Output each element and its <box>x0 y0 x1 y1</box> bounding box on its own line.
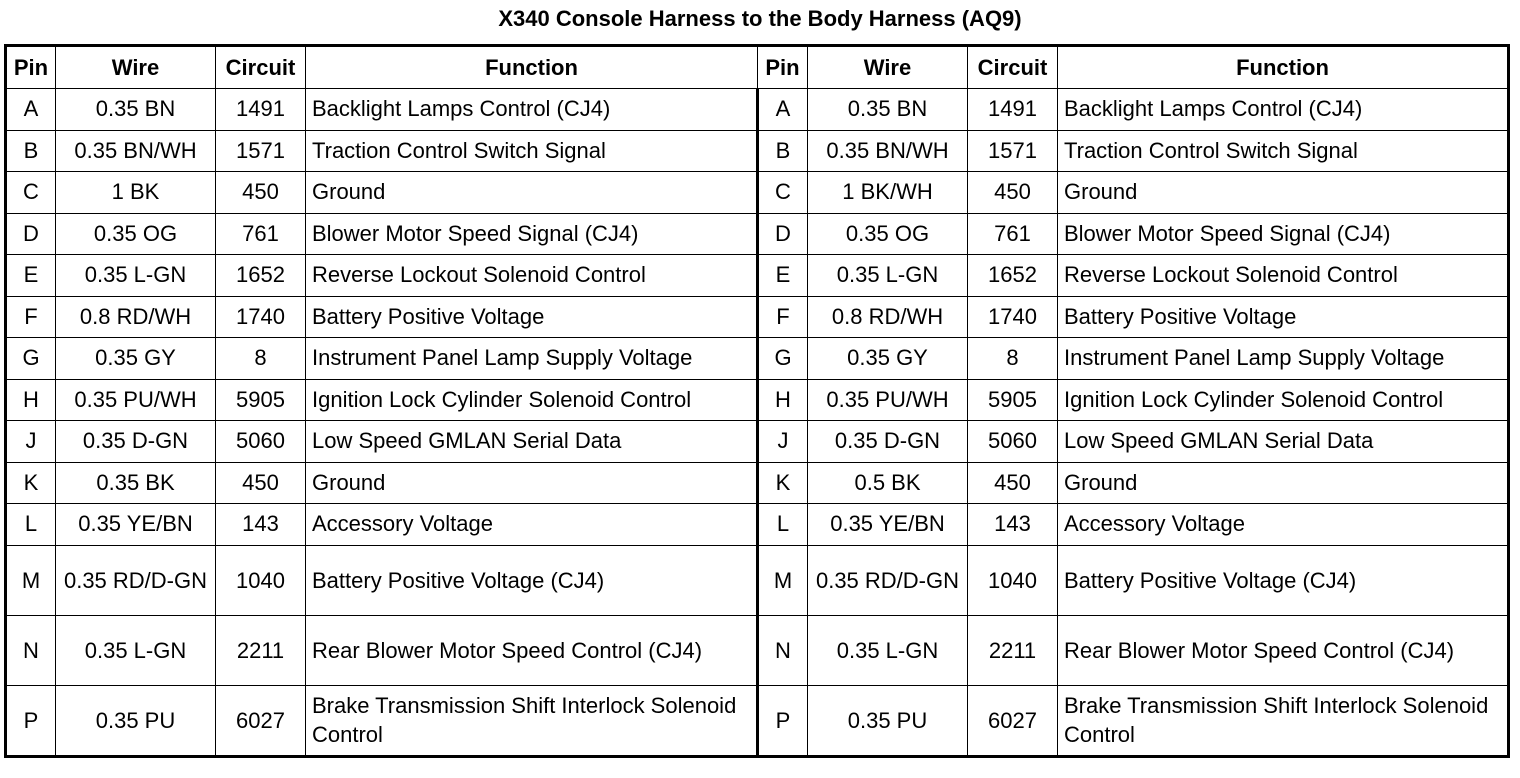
table-row <box>6 172 1509 214</box>
right-pin-cell: E <box>758 255 808 297</box>
left-pin-cell: G <box>6 338 56 380</box>
left-wire-cell: 1 BK <box>56 172 216 214</box>
right-function-cell: Ground <box>1058 462 1509 504</box>
right-function-cell: Brake Transmission Shift Interlock Solenoid Control <box>1058 685 1509 756</box>
table-body <box>6 89 1509 757</box>
table-row <box>6 379 1509 421</box>
left-circuit-cell: 2211 <box>216 615 306 685</box>
right-wire-cell: 0.35 RD/D-GN <box>808 545 968 615</box>
left-circuit-cell: 6027 <box>216 685 306 756</box>
left-pin-cell: D <box>6 213 56 255</box>
left-wire-cell: 0.35 BK <box>56 462 216 504</box>
right-circuit-cell: 1740 <box>968 296 1058 338</box>
left-function-cell: Ground <box>306 462 758 504</box>
right-function-cell: Low Speed GMLAN Serial Data <box>1058 421 1509 463</box>
header-function: Function <box>1058 46 1509 89</box>
left-function-cell: Rear Blower Motor Speed Control (CJ4) <box>306 615 758 685</box>
table-row <box>6 130 1509 172</box>
left-pin-cell: L <box>6 504 56 546</box>
left-pin-cell: B <box>6 130 56 172</box>
left-function-cell: Accessory Voltage <box>306 504 758 546</box>
header-pin: Pin <box>758 46 808 89</box>
right-pin-cell: B <box>758 130 808 172</box>
left-wire-cell: 0.35 BN <box>56 89 216 131</box>
right-circuit-cell: 1040 <box>968 545 1058 615</box>
left-pin-cell: F <box>6 296 56 338</box>
left-function-cell: Battery Positive Voltage <box>306 296 758 338</box>
right-function-cell: Battery Positive Voltage (CJ4) <box>1058 545 1509 615</box>
right-function-cell: Rear Blower Motor Speed Control (CJ4) <box>1058 615 1509 685</box>
right-wire-cell: 0.35 GY <box>808 338 968 380</box>
right-wire-cell: 0.5 BK <box>808 462 968 504</box>
right-circuit-cell: 1491 <box>968 89 1058 131</box>
right-circuit-cell: 450 <box>968 172 1058 214</box>
left-function-cell: Battery Positive Voltage (CJ4) <box>306 545 758 615</box>
connector-pinout-table <box>4 44 1510 758</box>
header-circuit: Circuit <box>968 46 1058 89</box>
right-circuit-cell: 6027 <box>968 685 1058 756</box>
left-circuit-cell: 450 <box>216 172 306 214</box>
left-circuit-cell: 1491 <box>216 89 306 131</box>
right-function-cell: Accessory Voltage <box>1058 504 1509 546</box>
right-function-cell: Instrument Panel Lamp Supply Voltage <box>1058 338 1509 380</box>
left-wire-cell: 0.35 PU/WH <box>56 379 216 421</box>
left-function-cell: Blower Motor Speed Signal (CJ4) <box>306 213 758 255</box>
right-function-cell: Reverse Lockout Solenoid Control <box>1058 255 1509 297</box>
left-function-cell: Backlight Lamps Control (CJ4) <box>306 89 758 131</box>
left-function-cell: Traction Control Switch Signal <box>306 130 758 172</box>
left-circuit-cell: 1740 <box>216 296 306 338</box>
right-wire-cell: 0.35 L-GN <box>808 615 968 685</box>
left-pin-cell: J <box>6 421 56 463</box>
right-pin-cell: F <box>758 296 808 338</box>
left-wire-cell: 0.35 L-GN <box>56 615 216 685</box>
table-header-row <box>6 46 1509 89</box>
right-circuit-cell: 1571 <box>968 130 1058 172</box>
right-pin-cell: G <box>758 338 808 380</box>
left-function-cell: Ground <box>306 172 758 214</box>
right-wire-cell: 1 BK/WH <box>808 172 968 214</box>
right-pin-cell: M <box>758 545 808 615</box>
left-pin-cell: K <box>6 462 56 504</box>
right-pin-cell: C <box>758 172 808 214</box>
table-row <box>6 504 1509 546</box>
right-wire-cell: 0.35 OG <box>808 213 968 255</box>
header-function: Function <box>306 46 758 89</box>
left-pin-cell: H <box>6 379 56 421</box>
left-function-cell: Low Speed GMLAN Serial Data <box>306 421 758 463</box>
right-pin-cell: A <box>758 89 808 131</box>
right-circuit-cell: 5905 <box>968 379 1058 421</box>
right-pin-cell: K <box>758 462 808 504</box>
left-pin-cell: P <box>6 685 56 756</box>
right-pin-cell: D <box>758 213 808 255</box>
header-wire: Wire <box>56 46 216 89</box>
table-row <box>6 462 1509 504</box>
right-circuit-cell: 2211 <box>968 615 1058 685</box>
table-row <box>6 615 1509 685</box>
left-function-cell: Reverse Lockout Solenoid Control <box>306 255 758 297</box>
right-circuit-cell: 450 <box>968 462 1058 504</box>
left-circuit-cell: 761 <box>216 213 306 255</box>
table-row <box>6 421 1509 463</box>
right-wire-cell: 0.35 PU/WH <box>808 379 968 421</box>
left-pin-cell: C <box>6 172 56 214</box>
left-pin-cell: N <box>6 615 56 685</box>
left-wire-cell: 0.35 GY <box>56 338 216 380</box>
right-pin-cell: P <box>758 685 808 756</box>
table-row <box>6 296 1509 338</box>
table-row <box>6 545 1509 615</box>
right-pin-cell: J <box>758 421 808 463</box>
left-circuit-cell: 5905 <box>216 379 306 421</box>
header-pin: Pin <box>6 46 56 89</box>
right-wire-cell: 0.8 RD/WH <box>808 296 968 338</box>
right-function-cell: Ignition Lock Cylinder Solenoid Control <box>1058 379 1509 421</box>
right-function-cell: Backlight Lamps Control (CJ4) <box>1058 89 1509 131</box>
left-function-cell: Instrument Panel Lamp Supply Voltage <box>306 338 758 380</box>
right-wire-cell: 0.35 PU <box>808 685 968 756</box>
right-function-cell: Blower Motor Speed Signal (CJ4) <box>1058 213 1509 255</box>
right-circuit-cell: 1652 <box>968 255 1058 297</box>
right-wire-cell: 0.35 D-GN <box>808 421 968 463</box>
left-wire-cell: 0.35 BN/WH <box>56 130 216 172</box>
table-row <box>6 255 1509 297</box>
left-function-cell: Brake Transmission Shift Interlock Solenoid Control <box>306 685 758 756</box>
header-wire: Wire <box>808 46 968 89</box>
left-pin-cell: A <box>6 89 56 131</box>
left-circuit-cell: 143 <box>216 504 306 546</box>
left-wire-cell: 0.35 RD/D-GN <box>56 545 216 615</box>
right-function-cell: Traction Control Switch Signal <box>1058 130 1509 172</box>
right-pin-cell: L <box>758 504 808 546</box>
right-circuit-cell: 143 <box>968 504 1058 546</box>
right-circuit-cell: 761 <box>968 213 1058 255</box>
table-row <box>6 338 1509 380</box>
table-row <box>6 685 1509 756</box>
page-title: X340 Console Harness to the Body Harness (AQ9) <box>498 6 1022 31</box>
right-wire-cell: 0.35 L-GN <box>808 255 968 297</box>
left-function-cell: Ignition Lock Cylinder Solenoid Control <box>306 379 758 421</box>
table-row <box>6 213 1509 255</box>
right-function-cell: Ground <box>1058 172 1509 214</box>
left-pin-cell: E <box>6 255 56 297</box>
right-function-cell: Battery Positive Voltage <box>1058 296 1509 338</box>
left-wire-cell: 0.35 L-GN <box>56 255 216 297</box>
left-wire-cell: 0.8 RD/WH <box>56 296 216 338</box>
left-wire-cell: 0.35 PU <box>56 685 216 756</box>
left-circuit-cell: 1652 <box>216 255 306 297</box>
right-circuit-cell: 5060 <box>968 421 1058 463</box>
left-pin-cell: M <box>6 545 56 615</box>
left-wire-cell: 0.35 OG <box>56 213 216 255</box>
right-circuit-cell: 8 <box>968 338 1058 380</box>
left-wire-cell: 0.35 YE/BN <box>56 504 216 546</box>
right-pin-cell: N <box>758 615 808 685</box>
right-pin-cell: H <box>758 379 808 421</box>
header-circuit: Circuit <box>216 46 306 89</box>
left-circuit-cell: 1040 <box>216 545 306 615</box>
right-wire-cell: 0.35 YE/BN <box>808 504 968 546</box>
left-circuit-cell: 1571 <box>216 130 306 172</box>
table-row <box>6 89 1509 131</box>
right-wire-cell: 0.35 BN/WH <box>808 130 968 172</box>
right-wire-cell: 0.35 BN <box>808 89 968 131</box>
left-circuit-cell: 450 <box>216 462 306 504</box>
left-circuit-cell: 5060 <box>216 421 306 463</box>
left-circuit-cell: 8 <box>216 338 306 380</box>
left-wire-cell: 0.35 D-GN <box>56 421 216 463</box>
